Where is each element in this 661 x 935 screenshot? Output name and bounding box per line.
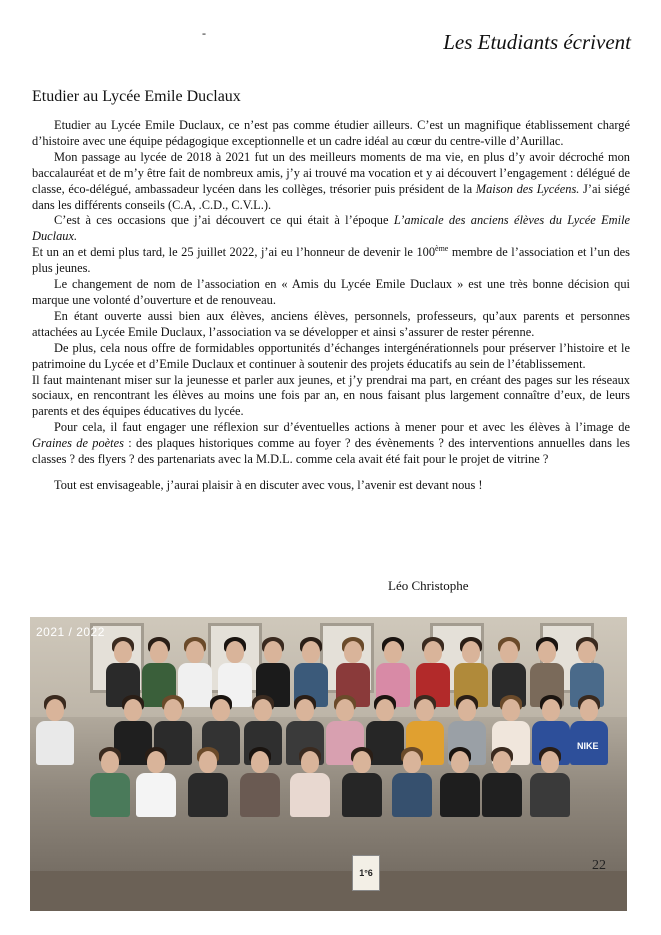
paragraph [32,420,630,468]
figure-torso [392,773,432,817]
figure-head [254,699,272,721]
figure-head [502,699,520,721]
figure-head [451,751,469,773]
figure-head [493,751,511,773]
article-body [32,118,630,494]
signature: Léo Christophe [388,578,469,593]
emphasis: Graines de poètes [32,436,124,451]
paragraph [32,150,630,214]
figure-torso [240,773,280,817]
figure-head [264,641,282,663]
figure-head [199,751,217,773]
figure-head [212,699,230,721]
figure-head [462,641,480,663]
figure-head [46,699,64,721]
figure-torso [188,773,228,817]
figure-torso [36,721,74,765]
class-sign: 1°6 [352,855,380,891]
figure-head [542,699,560,721]
figure-head [296,699,314,721]
shirt-logo: NIKE [577,741,599,751]
paragraph [32,245,630,277]
figure-torso [440,773,480,817]
figure-head [150,641,168,663]
figure-head [147,751,165,773]
paragraph: En étant ouverte aussi bien aux élèves, anciens élèves, personnels, professeurs, qu’aux parents et personnes attachées au Lycée Emile Duclaux, l’association va se développer et ainsi s’assurer de rester pérenne. [32,308,630,339]
class-photo [30,617,627,911]
figure-head [376,699,394,721]
figure-head [416,699,434,721]
figure-head [538,641,556,663]
figure-head [500,641,518,663]
figure-head [164,699,182,721]
paragraph: Tout est envisageable, j’aurai plaisir à en discuter avec vous, l’avenir est devant nous ! [54,477,483,492]
year-label: 2021 / 2022 [36,625,105,639]
figure-torso [530,773,570,817]
text-run: Pour cela, il faut engager une réflexion sur d’éventuelles actions à mener pour et avec les élèves à l’image de [54,420,630,435]
paragraph [32,213,630,245]
figure-head [124,699,142,721]
paragraph: Etudier au Lycée Emile Duclaux, ce n’est pas comme étudier ailleurs. C’est un magnifique établissement chargé d’histoire avec une équipe pédagogique exceptionnelle et un cadre idéal au cœur du centre-ville d’Aurillac. [32,118,630,148]
photo-floor [30,871,627,911]
figure-head [580,699,598,721]
text-run: J’ai siégé dans les différents conseils (C.A, .C.D., C.V.L.). [32,181,630,212]
figure-head [578,641,596,663]
figure-torso [290,773,330,817]
figure-head [101,751,119,773]
header-dash: - [202,26,206,40]
section-title: Les Etudiants écrivent [443,30,631,54]
superscript: ème [435,244,449,254]
paragraph: De plus, cela nous offre de formidables opportunités d’échanges intergénérationnels pour préserver l’histoire et le patrimoine du Lycée et d’Emile Duclaux et continuer à soutenir des projets éducatifs au sein de l’établissement. [32,340,630,371]
figure-head [301,751,319,773]
figure-head [251,751,269,773]
figure-head [226,641,244,663]
figure-torso [342,773,382,817]
figure-head [344,641,362,663]
text-run: : des plaques historiques comme au foyer ? des évènements ? des interventions annuelles dans les classes ? des flyers ? des partenariats avec la M.D.L. comme cela avait été fait pour le projet de vitrine ? [32,436,630,467]
text-run: Mon passage au lycée de 2018 à 2021 fut un des meilleurs moments de ma vie, en plus d’y avoir décroché mon baccalauréat et de m’y être fait de nombreux amis, j’y ai trouvé ma vocation et y ai découvert l’engagement : délégué de classe, éco-délégué, ambassadeur lycéen dans les collèges, trésorier puis président de la [32,149,630,196]
text-run: C’est à ces occasions que j’ai découvert ce qui était à l’époque [54,213,394,228]
figure-head [424,641,442,663]
emphasis: Maison des Lycéens. [475,181,580,196]
figure-head [186,641,204,663]
paragraph: Il faut maintenant miser sur la jeunesse et parler aux jeunes, et j’y prendrai ma part, en créant des pages sur les réseaux sociaux, en rencontrant les élèves au moins une fois par an, en nous faisant plus largement connaître d’eux, de leurs parents et des équipes éducatives du lycée. [32,372,630,419]
figure-head [541,751,559,773]
figure-torso [136,773,176,817]
figure-head [302,641,320,663]
figure-head [336,699,354,721]
figure-head [458,699,476,721]
figure-torso [90,773,130,817]
figure-head [403,751,421,773]
figure-head [384,641,402,663]
figure-head [114,641,132,663]
page-number: 22 [592,858,606,873]
emphasis: L’amicale des anciens élèves du Lycée Emile Duclaux. [32,213,631,244]
text-run: membre de l’association et l’un des plus jeunes. [32,245,630,276]
text-run: Et un an et demi plus tard, le 25 juillet 2022, j’ai eu l’honneur de devenir le 100 [32,245,436,260]
figure-head [353,751,371,773]
paragraph: Le changement de nom de l’association en « Amis du Lycée Emile Duclaux » est une très bonne décision qui marque une volonté d’ouverture et de renouveau. [32,277,630,307]
article-title: Etudier au Lycée Emile Duclaux [32,88,241,105]
figure-torso [482,773,522,817]
